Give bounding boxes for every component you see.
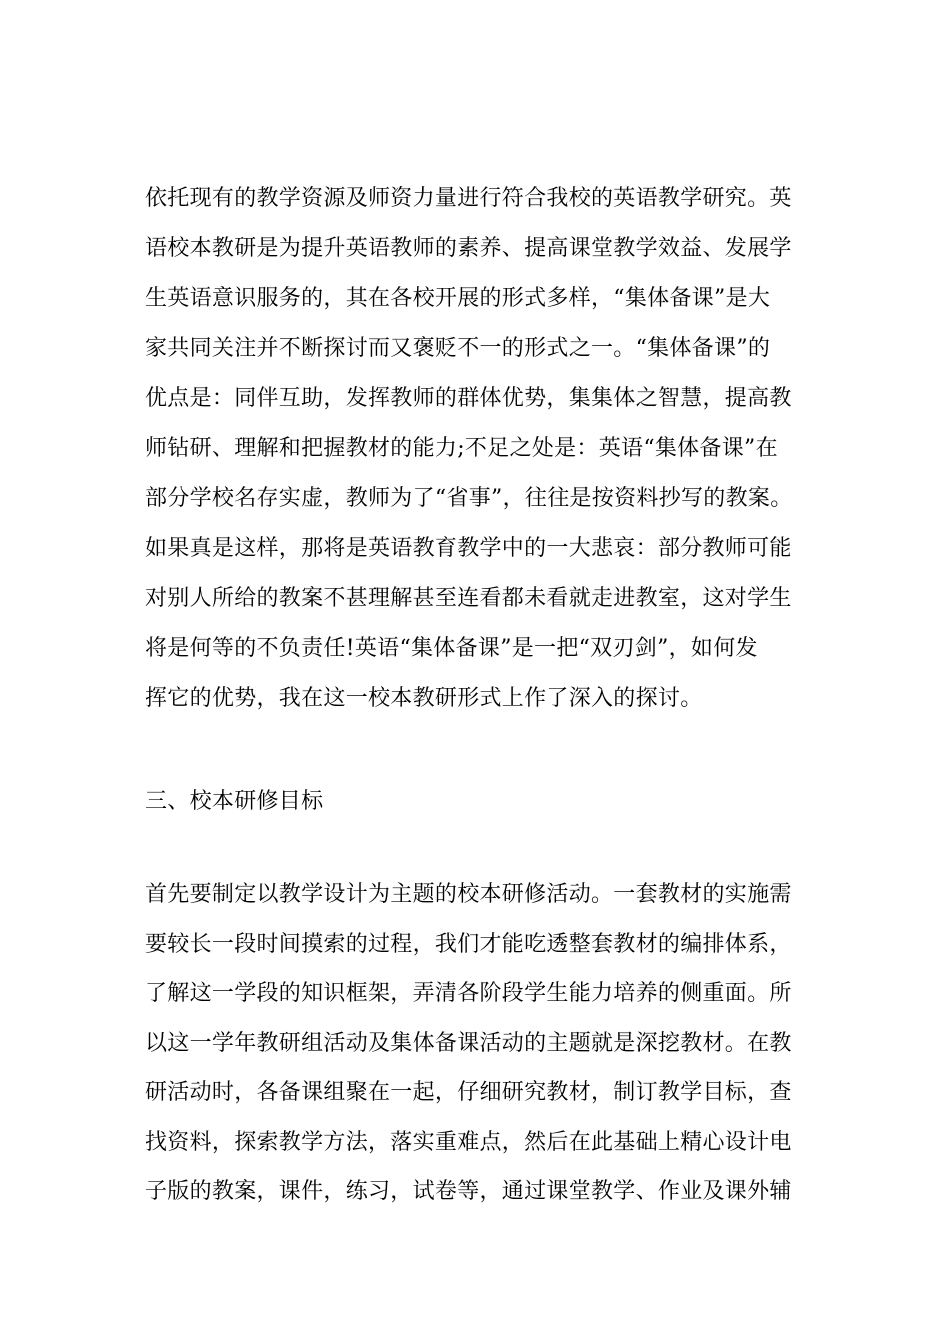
text-line: 家共同关注并不断探讨而又褒贬不一的形式之一。“集体备课”的 [145, 336, 771, 361]
text-line: 以这一学年教研组活动及集体备课活动的主题就是深挖教材。在教 [145, 1030, 792, 1056]
text-line: 找资料，探索教学方法，落实重难点，然后在此基础上精心设计电 [145, 1129, 792, 1155]
text-line: 子版的教案，课件，练习，试卷等，通过课堂教学、作业及课外辅 [145, 1179, 792, 1204]
text-line: 了解这一学段的知识框架，弄清各阶段学生能力培养的侧重面。所 [145, 981, 792, 1006]
text-line: 对别人所给的教案不甚理解甚至连看都未看就走进教室，这对学生 [145, 586, 792, 611]
text-line: 语校本教研是为提升英语教师的素养、提高课堂教学效益、发展学 [145, 236, 792, 261]
text-line: 依托现有的教学资源及师资力量进行符合我校的英语教学研究。英 [145, 186, 792, 211]
text-line: 研活动时，各备课组聚在一起，仔细研究教材，制订教学目标，查 [145, 1080, 792, 1105]
text-line: 师钻研、理解和把握教材的能力;不足之处是：英语“集体备课”在 [145, 436, 778, 461]
section-heading: 三、校本研修目标 [145, 789, 324, 814]
text-line: 生英语意识服务的，其在各校开展的形式多样，“集体备课”是大 [145, 286, 771, 311]
text-line: 优点是：同伴互助，发挥教师的群体优势，集集体之智慧，提高教 [145, 386, 792, 411]
text-line: 要较长一段时间摸索的过程，我们才能吃透整套教材的编排体系， [145, 931, 792, 957]
text-line: 部分学校名存实虚，教师为了“省事”，往往是按资料抄写的教案。 [145, 486, 793, 511]
text-line: 首先要制定以教学设计为主题的校本研修活动。一套教材的实施需 [145, 882, 792, 907]
text-line: 挥它的优势，我在这一校本教研形式上作了深入的探讨。 [145, 686, 703, 711]
text-line: 如果真是这样，那将是英语教育教学中的一大悲哀：部分教师可能 [145, 536, 792, 561]
text-line: 将是何等的不负责任!英语“集体备课”是一把“双刃剑”，如何发 [145, 636, 758, 661]
